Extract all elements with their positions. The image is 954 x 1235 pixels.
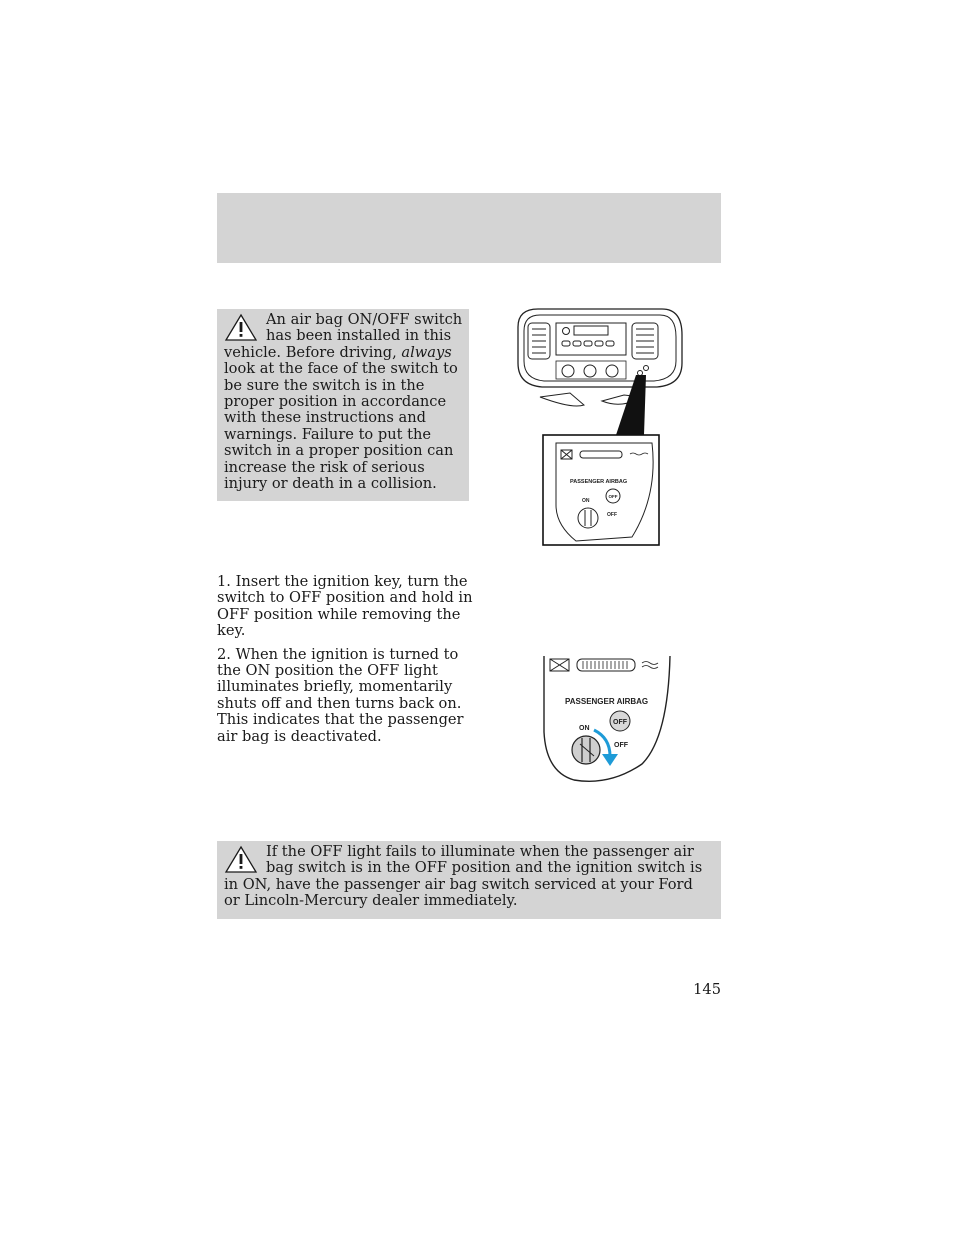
switch-on-label: ON <box>579 725 590 732</box>
switch-title: PASSENGER AIRBAG <box>565 697 649 706</box>
step-1: 1. Insert the ignition key, turn the switch to OFF position and hold in OFF position while removing the key. <box>217 573 473 640</box>
warning-text: An air bag ON/OFF switch has been installed in this vehicle. Before driving, always look at the face of the switch to be sure the switch is in the proper position in accordance with these instructions and warnings. Failure to put the switch in a proper position can increase the risk of serious injury or death in a collision. <box>224 311 463 493</box>
warning-text: If the OFF light fails to illuminate when the passenger air bag switch is in the OFF position and the ignition switch is in ON, have the passenger air bag switch serviced at your Ford or Lincoln-Mercury dealer immediately. <box>224 843 703 910</box>
inset-off-label: OFF <box>607 512 617 518</box>
warning-box-off-light <box>217 841 721 919</box>
instruction-steps <box>217 574 473 752</box>
warning-box-airbag-switch <box>217 309 469 501</box>
dashboard-illustration <box>512 305 688 547</box>
switch-off-label: OFF <box>614 742 628 749</box>
page-number: 145 <box>693 981 721 998</box>
inset-on-label: ON <box>582 498 590 504</box>
warning-triangle-icon <box>224 312 258 342</box>
inset-title: PASSENGER AIRBAG <box>570 479 628 485</box>
airbag-switch-illustration <box>540 652 674 786</box>
switch-off-indicator: OFF <box>613 719 627 726</box>
step-2: 2. When the ignition is turned to the ON position the OFF light illuminates briefly, momentarily shuts off and then turns back on. This indicates that the passenger air bag is deactivated. <box>217 645 464 745</box>
warning-emphasis: always <box>401 343 452 361</box>
warning-triangle-icon <box>224 844 258 874</box>
section-header-band <box>217 193 721 263</box>
inset-off-indicator: OFF <box>608 494 618 499</box>
